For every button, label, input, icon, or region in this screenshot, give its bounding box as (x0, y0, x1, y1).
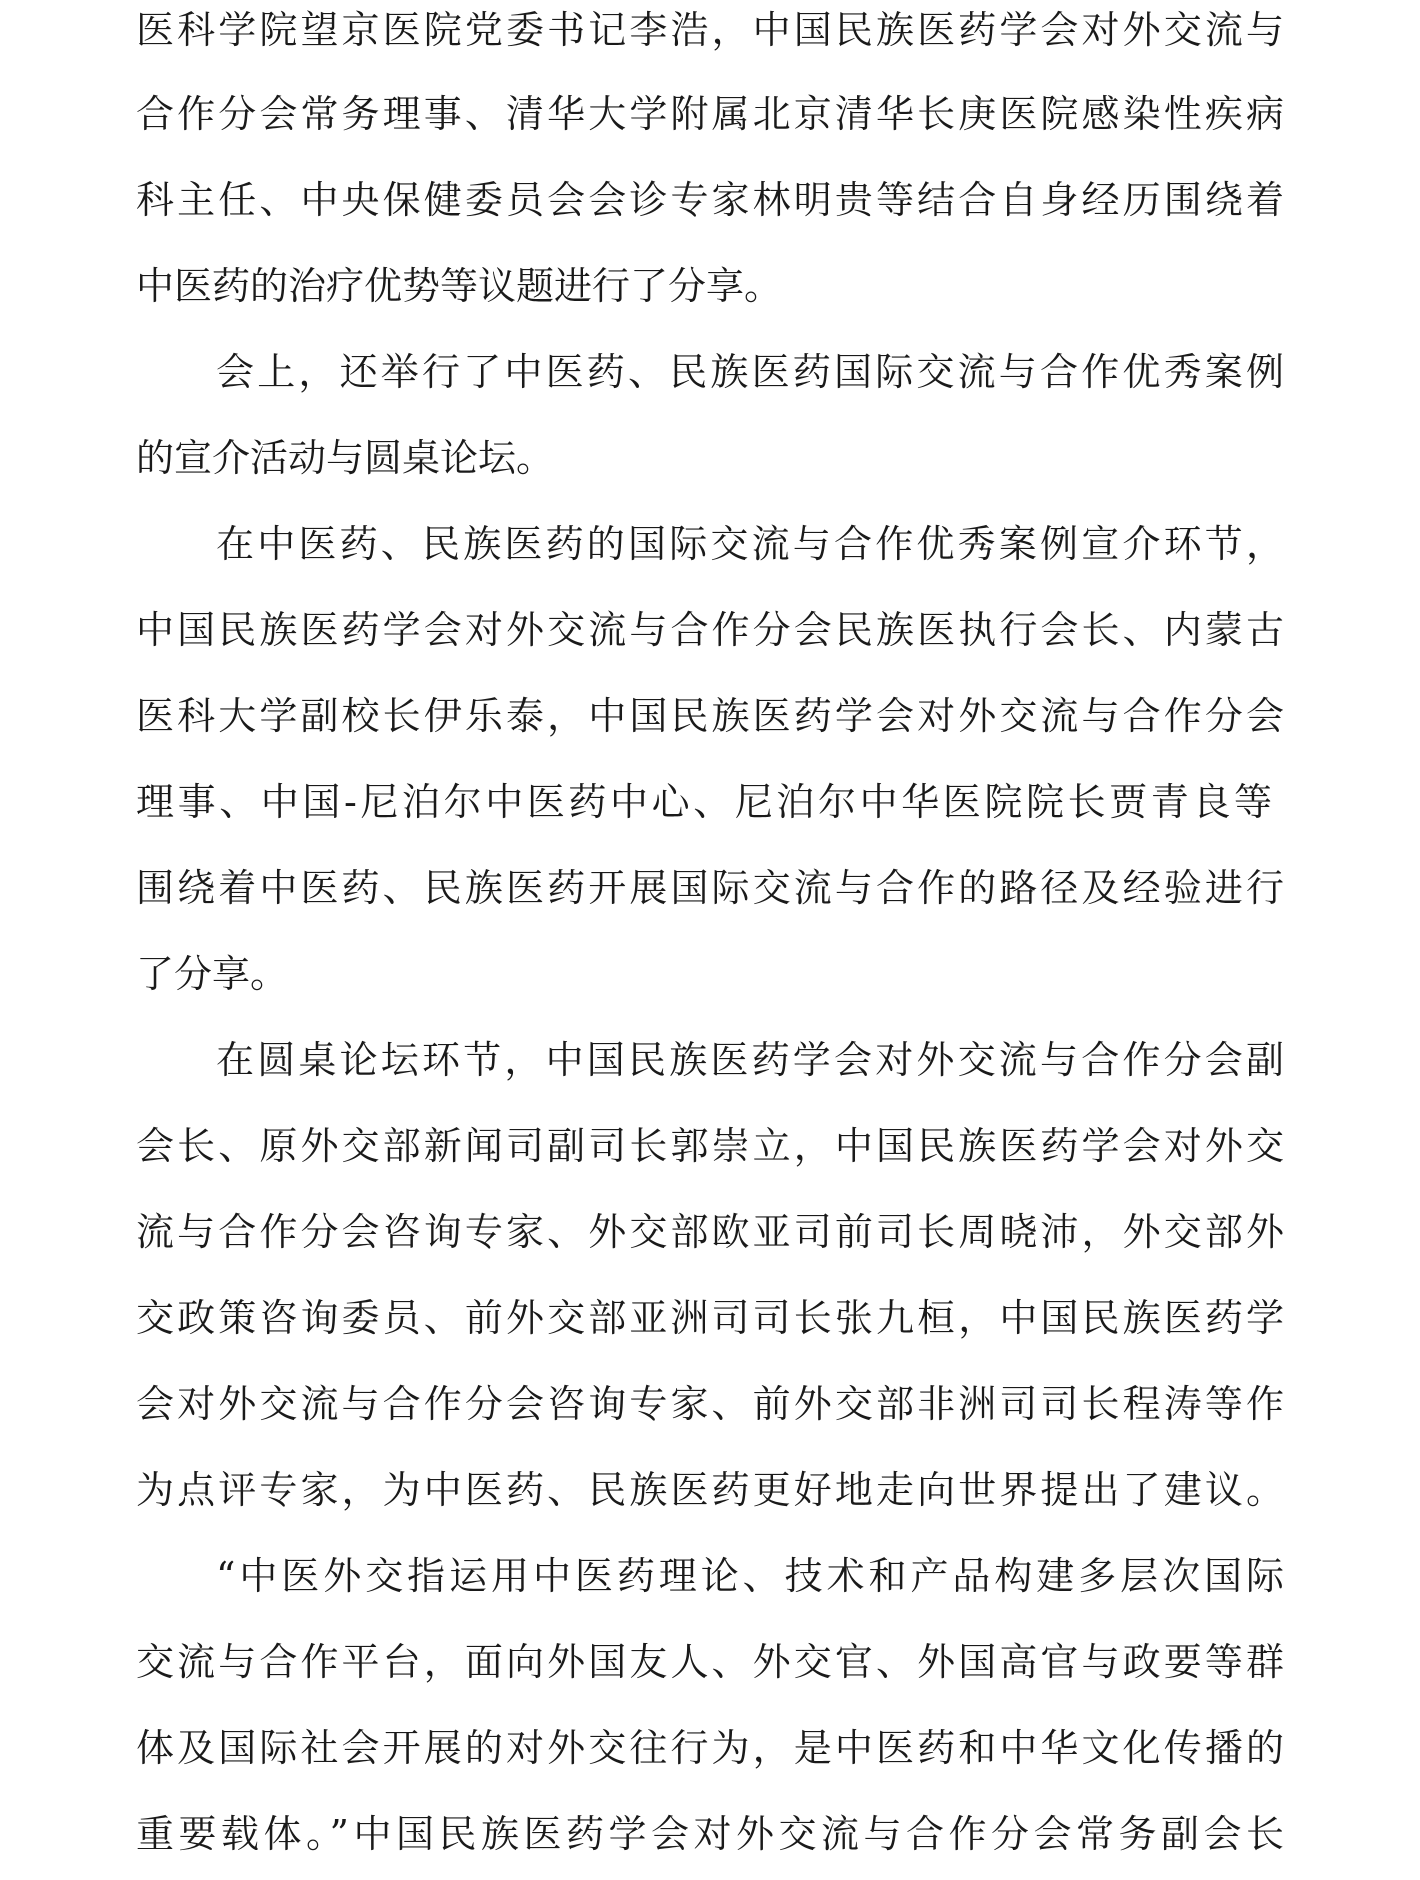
paragraph-4-line-5: 会对外交流与合作分会咨询专家、前外交部非洲司司长程涛等作 (136, 1382, 1284, 1426)
paragraph-1-line-4: 中医药的治疗优势等议题进行了分享。 (136, 264, 783, 308)
paragraph-4-line-1: 在圆桌论坛环节，中国民族医药学会对外交流与合作分会副 (216, 1038, 1284, 1082)
paragraph-5-line-4: 重要载体。”中国民族医药学会对外交流与合作分会常务副会长 (136, 1812, 1284, 1856)
paragraph-3-line-4: 理事、中国-尼泊尔中医药中心、尼泊尔中华医院院长贾青良等 (136, 780, 1272, 824)
paragraph-2-line-1: 会上，还举行了中医药、民族医药国际交流与合作优秀案例 (216, 350, 1284, 394)
paragraph-3-line-1: 在中医药、民族医药的国际交流与合作优秀案例宣介环节， (216, 522, 1284, 566)
paragraph-3-line-5: 围绕着中医药、民族医药开展国际交流与合作的路径及经验进行 (136, 866, 1284, 910)
paragraph-1-line-2: 合作分会常务理事、清华大学附属北京清华长庚医院感染性疾病 (136, 92, 1284, 136)
paragraph-4-line-2: 会长、原外交部新闻司副司长郭崇立，中国民族医药学会对外交 (136, 1124, 1284, 1168)
paragraph-4-line-4: 交政策咨询委员、前外交部亚洲司司长张九桓，中国民族医药学 (136, 1296, 1284, 1340)
paragraph-5-line-2: 交流与合作平台，面向外国友人、外交官、外国高官与政要等群 (136, 1640, 1284, 1684)
paragraph-4-line-3: 流与合作分会咨询专家、外交部欧亚司前司长周晓沛，外交部外 (136, 1210, 1284, 1254)
paragraph-1-line-1: 医科学院望京医院党委书记李浩，中国民族医药学会对外交流与 (136, 8, 1284, 52)
paragraph-1-line-3: 科主任、中央保健委员会会诊专家林明贵等结合自身经历围绕着 (136, 178, 1284, 222)
paragraph-3-line-2: 中国民族医药学会对外交流与合作分会民族医执行会长、内蒙古 (136, 608, 1284, 652)
paragraph-5-line-1: “中医外交指运用中医药理论、技术和产品构建多层次国际 (216, 1554, 1284, 1598)
paragraph-2-line-2: 的宣介活动与圆桌论坛。 (136, 436, 555, 480)
paragraph-4-line-6: 为点评专家，为中医药、民族医药更好地走向世界提出了建议。 (136, 1468, 1284, 1512)
paragraph-3-line-6: 了分享。 (136, 952, 289, 996)
paragraph-3-line-3: 医科大学副校长伊乐泰，中国民族医药学会对外交流与合作分会 (136, 694, 1284, 738)
paragraph-5-line-3: 体及国际社会开展的对外交往行为，是中医药和中华文化传播的 (136, 1726, 1284, 1770)
